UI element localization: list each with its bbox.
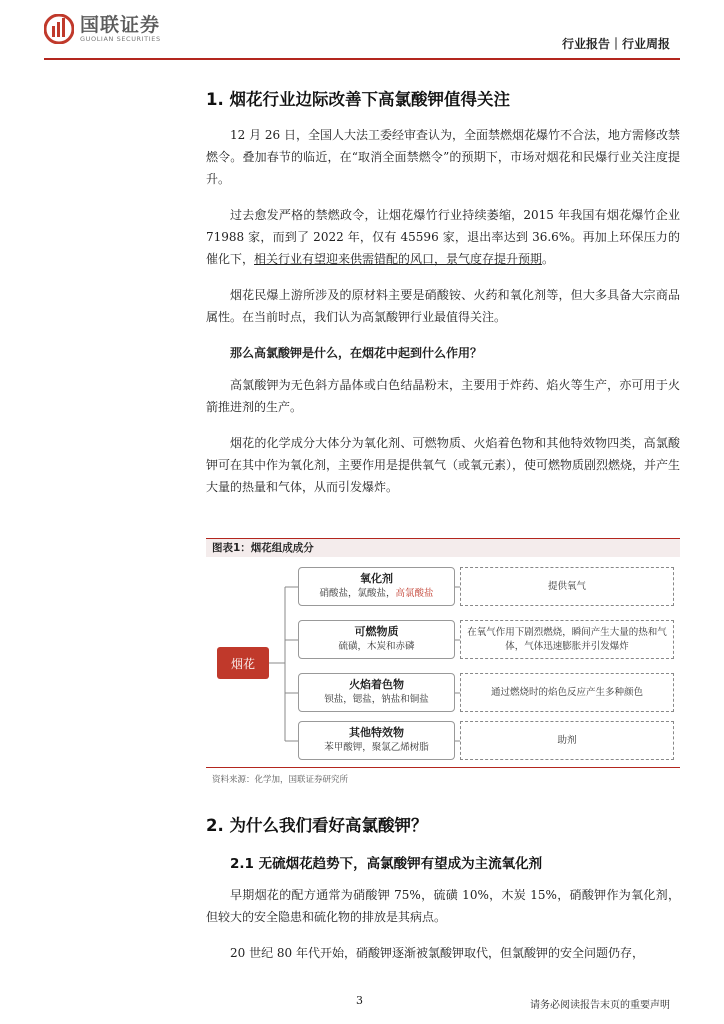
category-special-effects: [298, 721, 455, 760]
section-1-title: 1. 烟花行业边际改善下高氯酸钾值得关注: [206, 90, 510, 109]
category-colorant: [298, 673, 455, 712]
category-name: 可燃物质: [354, 625, 399, 638]
paragraph: 早期烟花的配方通常为硝酸钾 75%，硫磺 10%，木炭 15%，硝酸钾作为氧化剂，但较大的安全隐患和硫化物的排放是其病点。: [206, 888, 680, 924]
subsection-title: 2.1 无硫烟花趋势下，高氯酸钾有望成为主流氧化剂: [230, 856, 543, 872]
category-oxidizer: [298, 567, 455, 606]
report-type: 行业报告｜行业周报: [561, 37, 670, 51]
category-examples: 苯甲酸钾，聚氯乙烯树脂: [324, 742, 429, 753]
category-name: 氧化剂: [360, 572, 393, 585]
disclaimer-note: 请务必阅读报告末页的重要声明: [530, 1000, 670, 1011]
figure-title: 图表1：烟花组成成分: [206, 538, 680, 557]
paragraph: 烟花的化学成分大体分为氧化剂、可燃物质、火焰着色物和其他特效物四类，高氯酸钾可在其中作为氧化剂，主要作用是提供氧气（或氧元素），使可燃物质剧烈燃烧，并产生大量的热量和气体，从而引发爆炸。: [206, 436, 681, 494]
underlined-text: 相关行业有望迎来供需错配的风口，景气度存提升预期: [254, 252, 543, 266]
question-heading: 那么高氯酸钾是什么，在烟花中起到什么作用？: [230, 346, 483, 360]
category-name: 火焰着色物: [349, 678, 404, 691]
section-2: [186, 808, 680, 978]
section-2-title: 2. 为什么我们看好高氯酸钾？: [206, 816, 428, 835]
logo-chinese-name: 国联证券: [80, 13, 161, 36]
category-description: 在氧气作用下剧烈燃烧，瞬间产生大量的热和气体，气体迅速膨胀并引发爆炸: [460, 620, 674, 659]
category-examples: 硫磺，木炭和赤磷: [338, 641, 415, 652]
page-number: 3: [356, 994, 363, 1007]
paragraph-text: 过去愈发严格的禁燃政令，让烟花爆竹行业持续萎缩，2015 年我国有烟花爆竹企业 71988 家，而到了 2022 年，仅有 45596 家，退出率达到 36.6%。再加上环保压力的催化下，: [206, 208, 680, 266]
figure-divider: [206, 767, 680, 768]
category-combustible: [298, 620, 455, 659]
category-description: 通过燃烧时的焰色反应产生多种颜色: [460, 673, 674, 712]
figure-source: 资料来源：化学加，国联证券研究所: [212, 775, 349, 785]
category-examples: 硝酸盐，氯酸盐，高氯酸盐: [319, 588, 434, 599]
diagram-root-node: 烟花: [217, 647, 269, 679]
category-description: 提供氧气: [460, 567, 674, 606]
category-examples: 钡盐，锶盐，钠盐和铜盐: [324, 694, 429, 705]
category-description: 助剂: [460, 721, 674, 760]
paragraph: 20 世纪 80 年代开始，硝酸钾逐渐被氯酸钾取代，但氯酸钾的安全问题仍存，: [230, 946, 644, 960]
logo-english-name: GUOLIAN SECURITIES: [80, 34, 161, 43]
paragraph: 烟花民爆上游所涉及的原材料主要是硝酸铵、火药和氧化剂等，但大多具备大宗商品属性。在当前时点，我们认为高氯酸钾行业最值得关注。: [206, 288, 680, 324]
highlighted-example: 高氯酸盐: [395, 588, 434, 599]
category-name: 其他特效物: [349, 726, 404, 739]
paragraph: 12 月 26 日，全国人大法工委经审查认为，全面禁燃烟花爆竹不合法，地方需修改禁燃令。叠加春节的临近，在“取消全面禁燃令”的预期下，市场对烟花和民爆行业关注度提升。: [206, 128, 680, 186]
paragraph: 高氯酸钾为无色斜方晶体或白色结晶粉末，主要用于炸药、焰火等生产，亦可用于火箭推进剂的生产。: [206, 378, 680, 414]
paragraph-text: 。: [542, 252, 555, 266]
